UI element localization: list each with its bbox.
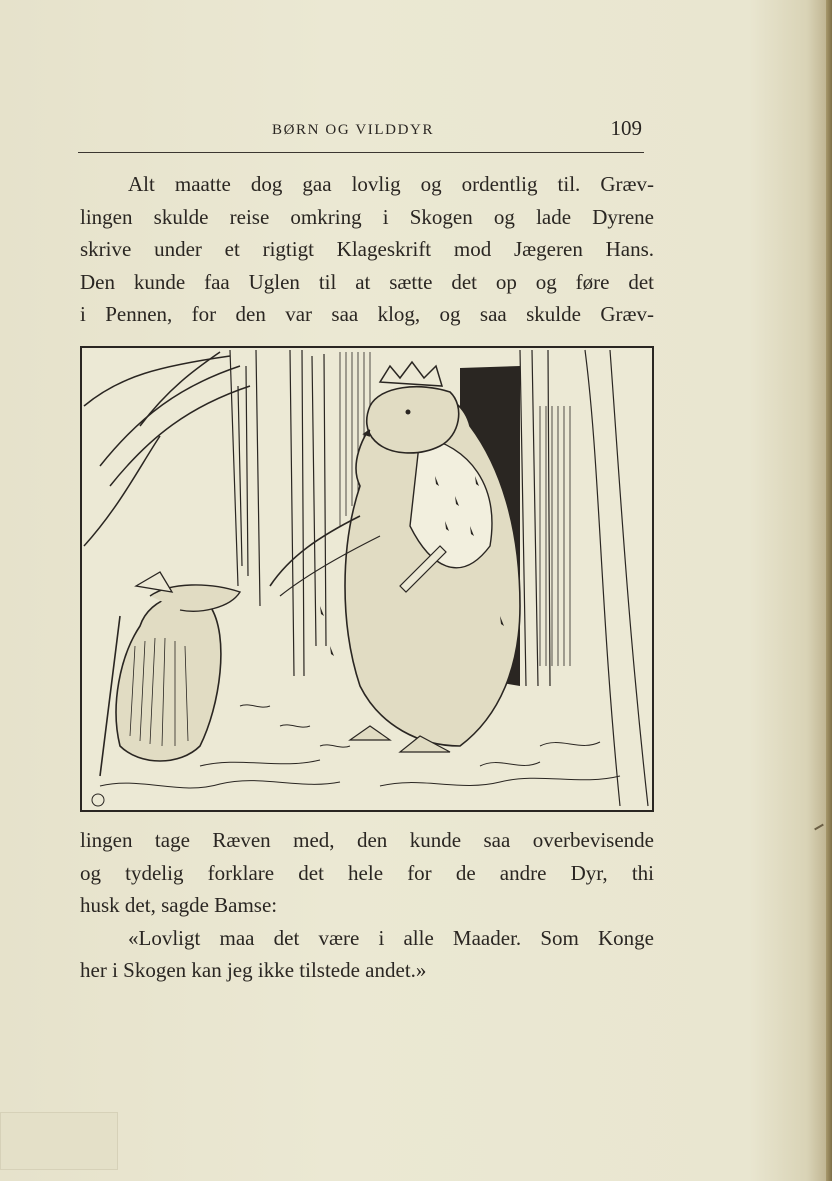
paper-mark: [0, 1112, 118, 1170]
text-line: skrive under et rigtigt Klageskrift mod Jægeren Hans.: [80, 237, 654, 261]
page-edge: [826, 0, 832, 1181]
text-line: lingen tage Ræven med, den kunde saa overbevisende: [80, 828, 654, 852]
engraving-illustration: [80, 346, 654, 812]
text-line: Den kunde faa Uglen til at sætte det op og føre det: [80, 269, 654, 294]
margin-mark: [814, 824, 824, 831]
paragraph-1: [80, 168, 654, 331]
text-line: lingen skulde reise omkring i Skogen og lade Dyrene: [80, 204, 654, 229]
paragraph-2: [80, 824, 654, 987]
text-line: husk det, sagde Bamse:: [80, 893, 278, 917]
running-title: BØRN OG VILDDYR: [272, 122, 435, 138]
running-header: [78, 116, 644, 153]
text-line: Alt maatte dog gaa lovlig og ordentlig til. Græv-: [128, 172, 654, 196]
bear-and-badger-illustration: [80, 346, 654, 812]
text-line: her i Skogen kan jeg ikke tilstede andet.»: [80, 958, 427, 982]
text-line: og tydelig forklare det hele for de andre Dyr, thi: [80, 860, 654, 885]
text-line: i Pennen, for den var saa klog, og saa skulde Græv-: [80, 302, 654, 326]
text-line: «Lovligt maa det være i alle Maader. Som Konge: [128, 925, 654, 950]
page-number: 109: [610, 116, 642, 140]
